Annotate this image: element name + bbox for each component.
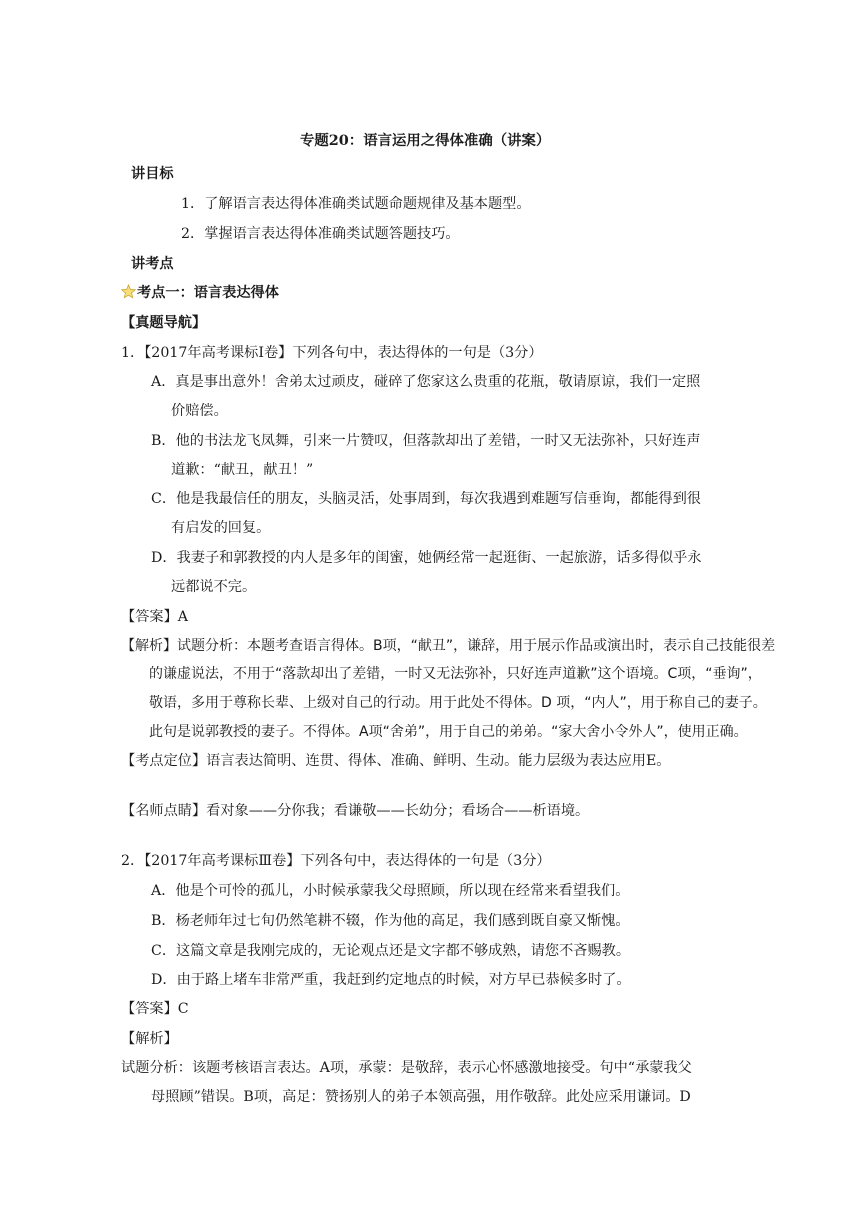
analysis-line: 此句是说郭教授的妻子。不得体。A项“舍弟”，用于自己的弟弟。“家大舍小令外人”，使用正确。 bbox=[149, 724, 748, 740]
option-a-cont: 价赔偿。 bbox=[171, 403, 228, 419]
teacher-tip: 【名师点睛】看对象——分你我；看谦敬——长幼分；看场合——析语境。 bbox=[121, 803, 590, 819]
option-b: B．他的书法龙飞凤舞，引来一片赞叹，但落款却出了差错，一时又无法弥补，只好连声 bbox=[151, 433, 701, 449]
section-heading: 【真题导航】 bbox=[121, 315, 207, 331]
option-b: B．杨老师年过七旬仍然笔耕不辍，作为他的高足，我们感到既自豪又惭愧。 bbox=[151, 913, 630, 929]
question-stem: 1．【2017年高考课标Ⅰ卷】下列各句中，表达得体的一句是（3分） bbox=[121, 345, 543, 361]
star-icon bbox=[121, 284, 136, 299]
goals-heading: 讲目标 bbox=[131, 166, 174, 182]
key-point-location: 【考点定位】语言表达简明、连贯、得体、准确、鲜明、生动。能力层级为表达应用E。 bbox=[121, 753, 671, 769]
option-d: D．我妻子和郭教授的内人是多年的闺蜜，她俩经常一起逛街、一起旅游，话多得似乎永 bbox=[151, 550, 702, 566]
points-heading: 讲考点 bbox=[131, 256, 174, 272]
answer: 【答案】C bbox=[121, 1001, 189, 1017]
option-d: D．由于路上堵车非常严重，我赶到约定地点的时候，对方早已恭候多时了。 bbox=[151, 972, 631, 988]
analysis-line: 试题分析：该题考核语言表达。A项，承蒙：是敬辞，表示心怀感激地接受。句中“承蒙我父 bbox=[121, 1060, 692, 1076]
point-heading bbox=[121, 284, 279, 302]
goal-item: 1．了解语言表达得体准确类试题命题规律及基本题型。 bbox=[181, 196, 531, 212]
analysis-line: 母照顾”错误。B项，高足：赞扬别人的弟子本领高强，用作敬辞。此处应采用谦词。D bbox=[151, 1089, 691, 1105]
option-c: C．这篇文章是我刚完成的，无论观点还是文字都不够成熟，请您不吝赐教。 bbox=[151, 943, 631, 959]
analysis-line: 【解析】试题分析：本题考查语言得体。B项，“献丑”，谦辞，用于展示作品或演出时，表示自己技能很差 bbox=[121, 638, 776, 654]
option-b-cont: 道歉：“献丑，献丑！” bbox=[171, 462, 314, 478]
question-stem: 2．【2017年高考课标Ⅲ卷】下列各句中，表达得体的一句是（3分） bbox=[121, 853, 551, 869]
option-a: A．真是事出意外！舍弟太过顽皮，碰碎了您家这么贵重的花瓶，敬请原谅，我们一定照 bbox=[151, 374, 701, 390]
option-d-cont: 远都说不完。 bbox=[171, 579, 257, 595]
analysis-line: 的谦虚说法，不用于“落款却出了差错，一时又无法弥补，只好连声道歉”这个语境。C项，“垂询”， bbox=[149, 666, 762, 682]
option-a: A．他是个可怜的孤儿，小时候承蒙我父母照顾，所以现在经常来看望我们。 bbox=[151, 883, 630, 899]
goal-item: 2．掌握语言表达得体准确类试题答题技巧。 bbox=[181, 226, 460, 242]
answer: 【答案】A bbox=[121, 609, 188, 625]
document-title: 专题20：语言运用之得体准确（讲案） bbox=[300, 132, 551, 149]
point-heading-label: 考点一：语言表达得体 bbox=[137, 285, 279, 301]
analysis-heading: 【解析】 bbox=[121, 1031, 178, 1047]
option-c: C．他是我最信任的朋友，头脑灵活，处事周到，每次我遇到难题写信垂询，都能得到很 bbox=[151, 491, 701, 507]
analysis-line: 敬语，多用于尊称长辈、上级对自己的行动。用于此处不得体。D 项，“内人”，用于称自己的妻子。 bbox=[149, 695, 767, 711]
option-c-cont: 有启发的回复。 bbox=[171, 520, 271, 536]
